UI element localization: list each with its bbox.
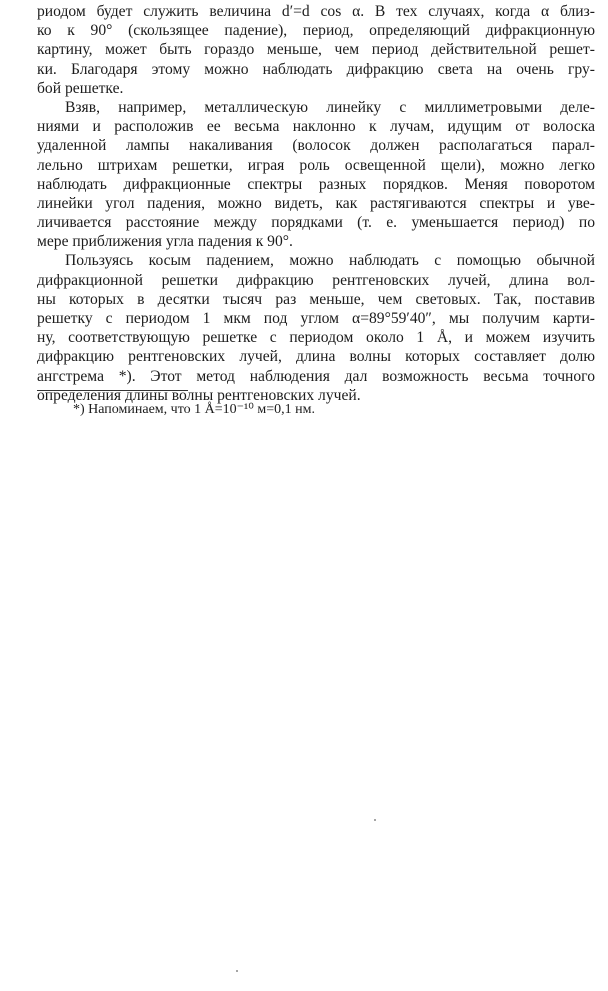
text-line: решетку с периодом 1 мкм под углом α=89°59′40″, мы получим карти- [37,310,595,327]
text-line: ангстрема *). Этот метод наблюдения дал возможность весьма точного [37,367,595,385]
paragraph-1 [37,2,595,98]
text-line: лельно штрихам решетки, играя роль освещенной щели), можно легко [37,156,595,174]
text-line: ки. Благодаря этому можно наблюдать дифракцию света на очень гру- [37,60,595,78]
text-line: картину, может быть гораздо меньше, чем период действительной решет- [37,41,595,59]
page-body [37,2,595,405]
text-line: наблюдать дифракционные спектры разных порядков. Меняя поворотом [37,175,595,193]
scan-speck [374,819,376,821]
text-line: линейки угол падения, можно видеть, как растягиваются спектры и уве- [37,194,595,212]
text-line: Взяв, например, металлическую линейку с миллиметровыми деле- [65,98,595,116]
text-line: ну, соответствующую решетке с периодом около 1 Å, и можем изучить [37,329,595,347]
text-line: риодом будет служить величина d′=d cos α. В тех случаях, когда α близ- [37,3,595,20]
footnote: *) Напоминаем, что 1 Å=10⁻¹⁰ м=0,1 нм. [73,402,315,417]
text-line: ко к 90° (скользящее падение), период, определяющий дифракционную [37,22,595,40]
text-line: личивается расстояние между порядками (т. е. уменьшается период) по [37,214,595,232]
paragraph-3 [37,251,595,405]
text-line: удаленной лампы накаливания (волосок должен располагаться парал- [37,137,595,155]
paragraph-2 [37,98,595,252]
text-line: дифракцию рентгеновских лучей, длина волны которых составляет долю [37,348,595,366]
text-line: Пользуясь косым падением, можно наблюдать с помощью обычной [65,252,595,270]
footnote-divider [37,390,188,391]
text-line: определения длины волны рентгеновских лучей. [37,386,361,404]
text-line: мере приближения угла падения к 90°. [37,233,293,251]
text-line: бой решетке. [37,79,124,97]
scan-speck [236,970,238,972]
text-line: ны которых в десятки тысяч раз меньше, чем световых. Так, поставив [37,290,595,308]
text-line: дифракционной решетки дифракцию рентгеновских лучей, длина вол- [37,271,595,289]
text-line: ниями и расположив ее весьма наклонно к лучам, идущим от волоска [37,118,595,136]
